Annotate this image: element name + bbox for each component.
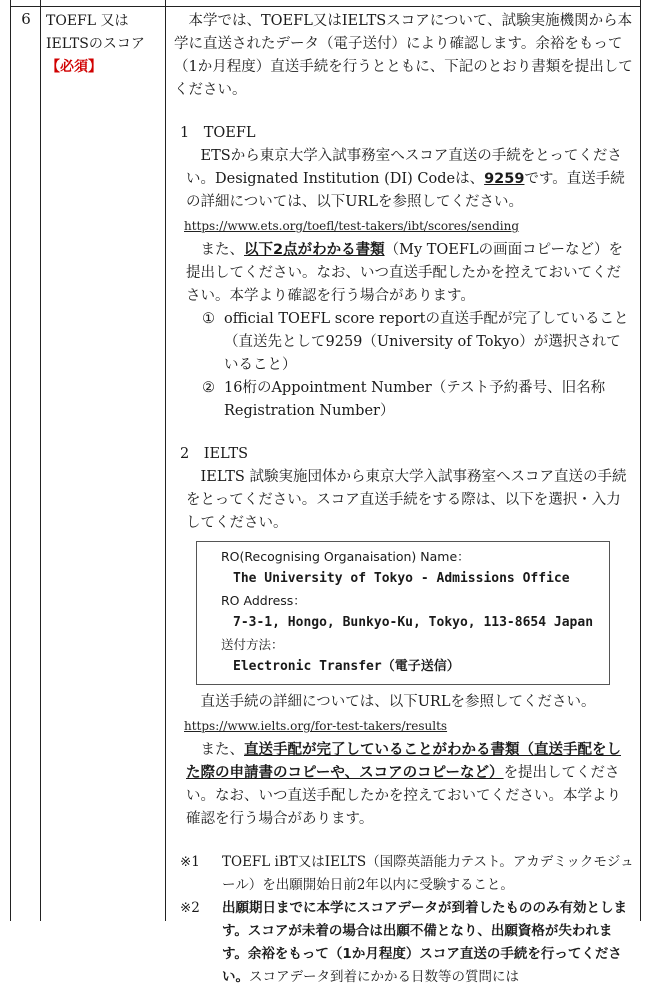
send-method-label: 送付方法：: [221, 637, 284, 652]
di-code: 9259: [484, 171, 525, 187]
column-divider: [165, 0, 166, 921]
toefl-heading: 1 TOEFL: [180, 125, 256, 141]
table-top-border: [10, 6, 640, 7]
row-label-line1: TOEFL 又は: [46, 13, 129, 29]
row-label-line2: IELTSのスコア: [46, 36, 145, 52]
table-left-border: [10, 0, 11, 921]
ro-name-label: RO(Recognising Organaisation) Name：: [221, 549, 470, 564]
send-method-value: Electronic Transfer（電子送信）: [233, 659, 460, 674]
row-content: [174, 10, 634, 989]
required-badge: 【必須】: [46, 59, 102, 75]
list-item: ② 16桁のAppointment Number（テスト予約番号、旧名称Registration Number）: [202, 380, 606, 419]
toefl-paragraph-1: ETSから東京大学入試事務室へスコア直送の手続をとってください。Designated Institution (DI) Codeは、9259です。直送手続の詳細については、以下URLを参照してください。: [186, 148, 625, 210]
table-right-border: [640, 0, 641, 921]
ielts-paragraph-1: IELTS 試験実施団体から東京大学入試事務室へスコア直送の手続をとってください。スコア直送手続をする際は、以下を選択・入力してください。: [186, 469, 627, 531]
toefl-paragraph-2: また、以下2点がわかる書類（My TOEFLの画面コピーなど）を提出してください。なお、いつ直送手配したかを控えておいてください。本学より確認を行う場合があります。: [186, 242, 623, 304]
row-number: 6: [21, 10, 31, 28]
ielts-heading: 2 IELTS: [180, 446, 249, 462]
list-item: ① official TOEFL score reportの直送手配が完了していること（直送先として9259（University of Tokyo）が選択されていること）: [202, 311, 629, 373]
ielts-url-link[interactable]: https://www.ielts.org/for-test-takers/results: [184, 719, 448, 733]
ro-name-value: The University of Tokyo - Admissions Office: [233, 571, 570, 586]
row-label: [46, 10, 164, 79]
column-divider: [40, 0, 41, 921]
note-item: ※2 出願期日までに本学にスコアデータが到着したもののみ有効とします。スコアが未着の場合は出願不備となり、出願資格が失われます。余裕をもって（1か月程度）スコア直送の手続を行ってください。スコアデータ到着にかかる日数等の質問には: [180, 900, 627, 985]
ielts-paragraph-3: また、直送手配が完了していることがわかる書類（直送手配をした際の申請書のコピーや、スコアのコピーなど）を提出してください。なお、いつ直送手配したかを控えておいてください。本学より確認を行う場合があります。: [186, 742, 621, 827]
ielts-info-box: [196, 541, 610, 685]
ielts-paragraph-2: 直送手続の詳細については、以下URLを参照してください。: [200, 694, 596, 710]
toefl-url-link[interactable]: https://www.ets.org/toefl/test-takers/ibt/scores/sending: [184, 219, 520, 233]
ro-address-label: RO Address：: [221, 593, 306, 608]
ro-address-value: 7-3-1, Hongo, Bunkyo-Ku, Tokyo, 113-8654 Japan: [233, 615, 594, 630]
intro-paragraph: 本学では、TOEFL又はIELTSスコアについて、試験実施機関から本学に直送されたデータ（電子送付）により確認します。余裕をもって（1か月程度）直送手続を行うとともに、下記のとおり書類を提出してください。: [174, 13, 633, 98]
note-item: ※1 TOEFL iBT又はIELTS（国際英語能力テスト。アカデミックモジュール）を出願開始日前2年以内に受験すること。: [180, 854, 634, 893]
